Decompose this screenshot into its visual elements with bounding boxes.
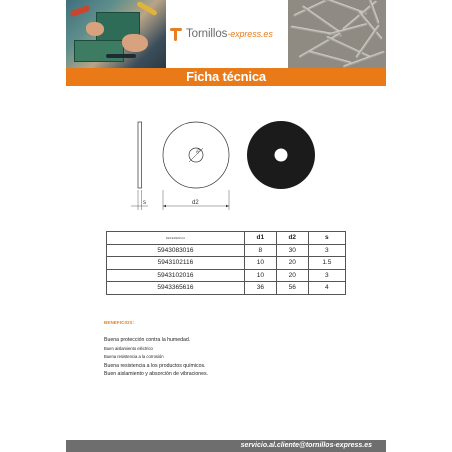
list-item: Buena resistencia a la corrosión bbox=[104, 354, 164, 360]
cell-s: 1.5 bbox=[308, 257, 345, 270]
brand-name: Tornillos bbox=[186, 28, 228, 40]
cell-d2: 30 bbox=[276, 244, 308, 257]
header-s: s bbox=[308, 232, 345, 245]
spec-table bbox=[106, 231, 346, 295]
cell-s: 3 bbox=[308, 269, 345, 282]
brand-suffix: -express.es bbox=[227, 29, 273, 39]
cell-s: 3 bbox=[308, 244, 345, 257]
label-s: s bbox=[143, 200, 146, 206]
benefits-list bbox=[104, 336, 208, 379]
screw-shape bbox=[308, 50, 351, 64]
page-title: Ficha técnica bbox=[186, 69, 266, 84]
list-item: Buen aislamiento eléctrico bbox=[104, 345, 153, 351]
title-bar bbox=[66, 68, 386, 86]
cell-d1: 8 bbox=[244, 244, 276, 257]
benefits-heading: BENEFICIOS: bbox=[104, 320, 135, 325]
tech-sheet-page bbox=[66, 0, 386, 452]
cell-reference: 5943102116 bbox=[107, 257, 245, 270]
header-d1: d1 bbox=[244, 232, 276, 245]
footer-email[interactable]: servicio.al.cliente@tornillos-express.es bbox=[240, 442, 372, 449]
header bbox=[66, 0, 386, 68]
cell-s: 4 bbox=[308, 282, 345, 295]
header-d2: d2 bbox=[276, 232, 308, 245]
table-row bbox=[107, 269, 346, 282]
brand-logo bbox=[170, 24, 273, 44]
label-d1: d1 bbox=[194, 147, 203, 156]
brand-icon bbox=[170, 28, 182, 41]
cell-d1: 10 bbox=[244, 269, 276, 282]
header-reference: REFERENCIA bbox=[107, 232, 245, 245]
list-item: Buena resistencia a los productos químicos. bbox=[104, 362, 206, 369]
label-d2: d2 bbox=[192, 200, 199, 206]
washer-side-view bbox=[138, 122, 142, 188]
cell-reference: 5943102016 bbox=[107, 269, 245, 282]
cell-reference: 5943365616 bbox=[107, 282, 245, 295]
washer-drawing bbox=[126, 118, 336, 223]
footer-bar bbox=[66, 440, 386, 452]
screws-photo bbox=[288, 0, 386, 68]
table-row bbox=[107, 257, 346, 270]
workshop-photo bbox=[66, 0, 166, 68]
cell-d2: 20 bbox=[276, 257, 308, 270]
cell-reference: 5943083016 bbox=[107, 244, 245, 257]
cell-d2: 20 bbox=[276, 269, 308, 282]
table-row bbox=[107, 244, 346, 257]
list-item: Buen aislamiento y absorción de vibraciones. bbox=[104, 371, 209, 378]
table-header-row bbox=[107, 232, 346, 245]
cell-d2: 56 bbox=[276, 282, 308, 295]
cell-d1: 36 bbox=[244, 282, 276, 295]
cell-d1: 10 bbox=[244, 257, 276, 270]
table-row bbox=[107, 282, 346, 295]
list-item: Buena protección contra la humedad. bbox=[104, 337, 191, 343]
